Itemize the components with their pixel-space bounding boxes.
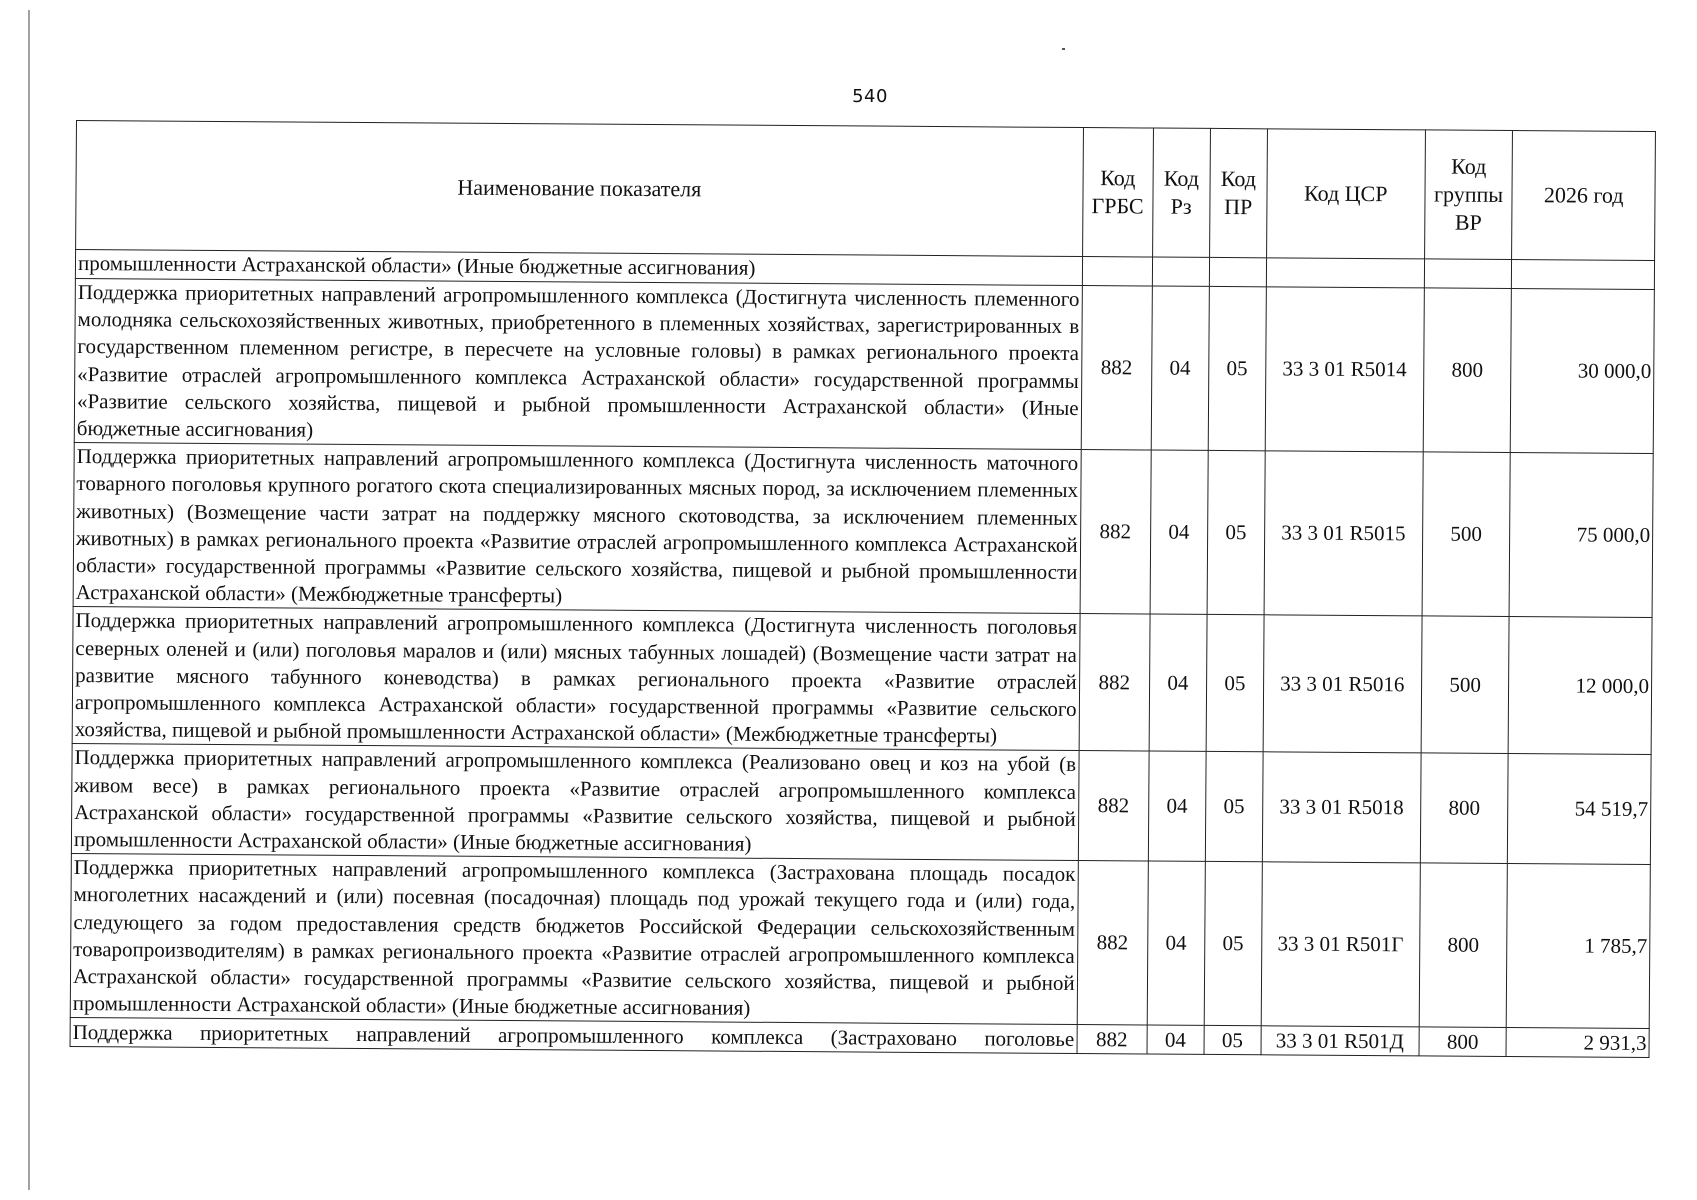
row-rz: 04	[1148, 751, 1206, 861]
page-number: 540	[852, 86, 888, 107]
table-row	[71, 744, 1651, 865]
row-pr: 05	[1204, 862, 1262, 1027]
scan-margin-line	[28, 10, 30, 1190]
row-grbs	[1082, 257, 1152, 286]
row-rz: 04	[1147, 1025, 1204, 1054]
row-amount	[1512, 260, 1655, 290]
row-rz	[1152, 257, 1209, 286]
scan-speck	[1062, 48, 1065, 50]
row-vr: 500	[1422, 452, 1511, 617]
row-grbs: 882	[1077, 1025, 1147, 1054]
row-name: Поддержка приоритетных направлений агропромышленного комплекса (Достигнута численность поголовья северных оленей и (или) поголовья маралов и (или) мясных табунных лошадей) (Возмещение части затрат на развитие мясного табунного коневодства) в рамках регионального проекта «Развитие отраслей агропромышленного комплекса Астраханской области» государственной программы «Развитие сельского хозяйства, пищевой и рыбной промышленности Астраханской области» (Межбюджетные трансферты)	[72, 607, 1080, 751]
row-grbs: 882	[1078, 751, 1149, 861]
table-header-row	[76, 121, 1656, 261]
row-csr: 33 3 01 R5016	[1263, 615, 1422, 753]
header-pr: Код ПР	[1209, 128, 1267, 257]
header-grbs: Код ГРБС	[1082, 128, 1153, 257]
row-csr	[1266, 258, 1424, 288]
row-pr: 05	[1206, 615, 1264, 752]
row-grbs: 882	[1081, 286, 1152, 451]
row-amount: 2 931,3	[1506, 1028, 1649, 1058]
row-csr: 33 3 01 R5015	[1264, 451, 1423, 616]
row-vr	[1424, 259, 1512, 289]
header-rz: Код Рз	[1152, 128, 1210, 257]
header-csr: Код ЦСР	[1266, 129, 1425, 259]
row-name: промышленности Астраханской области» (Иные бюджетные ассигнования)	[75, 250, 1082, 286]
row-pr: 05	[1205, 752, 1263, 862]
row-rz: 04	[1147, 861, 1205, 1026]
header-year: 2026 год	[1512, 131, 1655, 261]
row-amount: 54 519,7	[1508, 754, 1651, 865]
table-row	[70, 854, 1650, 1029]
row-amount: 75 000,0	[1509, 453, 1653, 618]
row-csr: 33 3 01 R501Д	[1261, 1026, 1419, 1056]
table-row	[73, 443, 1653, 618]
budget-table	[70, 120, 1656, 1058]
row-csr: 33 3 01 R5018	[1262, 752, 1421, 863]
row-rz: 04	[1149, 614, 1207, 751]
row-name: Поддержка приоритетных направлений агропромышленного комплекса (Достигнута численность маточного товарного поголовья крупного рогатого скота специализированных мясных пород, за исключением племенных животных) (Возмещение части затрат на поддержку мясного скотоводства, за исключением племенных животных) в рамках регионального проекта «Развитие отраслей агропромышленного комплекса Астраханской области» государственной программы «Развитие сельского хозяйства, пищевой и рыбной промышленности Астраханской области» (Межбюджетные трансферты)	[73, 443, 1081, 614]
row-amount: 12 000,0	[1509, 617, 1653, 755]
row-rz: 04	[1151, 286, 1209, 451]
row-name: Поддержка приоритетных направлений агропромышленного комплекса (Достигнута численность племенного молодняка сельскохозяйственных животных, приобретенного в племенных хозяйствах, зарегистрированных в государственном племенном регистре, в пересчете на условные головы) в рамках регионального проекта «Развитие отраслей агропромышленного комплекса Астраханской области» государственной программы «Развитие сельского хозяйства, пищевой и рыбной промышленности Астраханской области» (Иные бюджетные ассигнования)	[74, 278, 1082, 449]
row-name: Поддержка приоритетных направлений агропромышленного комплекса (Реализовано овец и коз на убой (в живом весе) в рамках регионального проекта «Развитие отраслей агропромышленного комплекса Астраханской области» государственной программы «Развитие сельского хозяйства, пищевой и рыбной промышленности Астраханской области» (Иные бюджетные ассигнования)	[71, 744, 1078, 861]
row-pr: 05	[1208, 286, 1266, 451]
row-name: Поддержка приоритетных направлений агропромышленного комплекса (Застрахована площадь посадок многолетних насаждений и (или) посевная (посадочная) площадь под урожай текущего года и (или) года, следующего за годом предоставления средств бюджетов Российской Федерации сельскохозяйственным товаропроизводителям) в рамках регионального проекта «Развитие отраслей агропромышленного комплекса Астраханской области» государственной программы «Развитие сельского хозяйства, пищевой и рыбной промышленности Астраханской области» (Иные бюджетные ассигнования)	[70, 854, 1078, 1025]
table-row	[72, 607, 1652, 755]
row-name: Поддержка приоритетных направлений агропромышленного комплекса (Застраховано поголовье	[70, 1018, 1077, 1054]
header-vr: Код группы ВР	[1424, 130, 1513, 260]
row-pr: 05	[1207, 451, 1265, 616]
row-vr: 800	[1420, 753, 1508, 863]
row-vr: 800	[1419, 863, 1508, 1028]
row-amount: 1 785,7	[1507, 864, 1651, 1029]
row-pr: 05	[1204, 1026, 1261, 1055]
row-grbs: 882	[1080, 450, 1151, 615]
header-name: Наименование показателя	[76, 121, 1083, 257]
row-csr: 33 3 01 R501Г	[1261, 862, 1420, 1027]
row-grbs: 882	[1079, 614, 1150, 752]
row-amount: 30 000,0	[1511, 289, 1655, 454]
row-grbs: 882	[1077, 861, 1148, 1026]
row-vr: 500	[1421, 616, 1510, 754]
row-rz: 04	[1150, 450, 1208, 615]
row-csr: 33 3 01 R5014	[1265, 287, 1424, 452]
table-row	[74, 278, 1654, 453]
row-vr: 800	[1423, 288, 1512, 453]
row-pr	[1209, 257, 1266, 286]
row-vr: 800	[1419, 1027, 1507, 1057]
